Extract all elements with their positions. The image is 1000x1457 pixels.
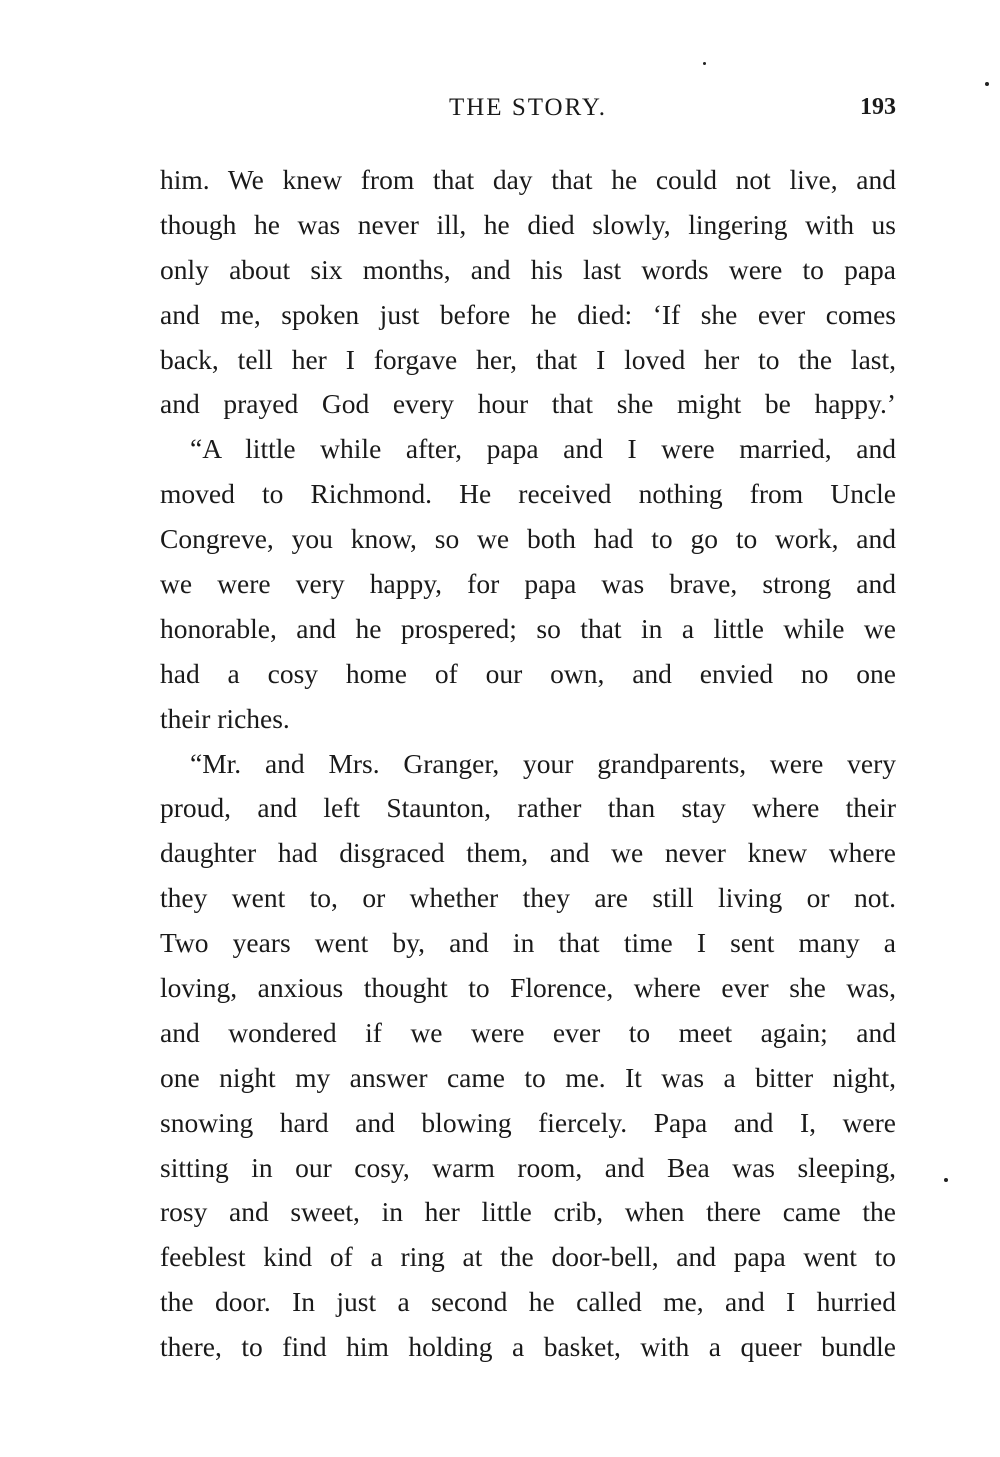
- running-head: [160, 88, 896, 128]
- text-line: rosy and sweet, in her little crib, when there came the: [160, 1196, 896, 1228]
- ink-speck: [944, 1178, 948, 1182]
- text-line: and prayed God every hour that she might be happy.’: [160, 388, 896, 420]
- text-line: loving, anxious thought to Florence, where ever she was,: [160, 972, 896, 1004]
- ink-speck: [985, 82, 989, 86]
- ink-speck: [703, 62, 706, 65]
- text-line: Two years went by, and in that time I sent many a: [160, 927, 896, 959]
- text-line: and wondered if we were ever to meet again; and: [160, 1016, 896, 1048]
- page-number: 193: [860, 94, 896, 120]
- text-line: Congreve, you know, so we both had to go to work, and: [160, 523, 896, 555]
- text-line: there, to find him holding a basket, with a queer bundle: [160, 1331, 896, 1363]
- text-line: him. We knew from that day that he could not live, and: [160, 164, 896, 195]
- text-line: “Mr. and Mrs. Granger, your grandparents, were very: [190, 747, 896, 779]
- text-line: and me, spoken just before he died: ‘If she ever comes: [160, 298, 896, 330]
- text-line: sitting in our cosy, warm room, and Bea was sleeping,: [160, 1151, 896, 1183]
- text-line: the door. In just a second he called me, and I hurried: [160, 1286, 896, 1318]
- text-line: they went to, or whether they are still living or not.: [160, 882, 896, 914]
- text-line: we were very happy, for papa was brave, strong and: [160, 568, 896, 600]
- text-line: though he was never ill, he died slowly, lingering with us: [160, 208, 896, 240]
- text-line: one night my answer came to me. It was a bitter night,: [160, 1061, 896, 1093]
- text-line: their riches.: [160, 702, 290, 734]
- text-line: moved to Richmond. He received nothing from Uncle: [160, 478, 896, 510]
- text-line: proud, and left Staunton, rather than stay where their: [160, 792, 896, 824]
- text-line: “A little while after, papa and I were married, and: [190, 433, 896, 465]
- text-line: daughter had disgraced them, and we never knew where: [160, 837, 896, 869]
- body-text: [160, 158, 896, 1370]
- text-line: had a cosy home of our own, and envied no one: [160, 657, 896, 689]
- text-line: back, tell her I forgave her, that I loved her to the last,: [160, 343, 896, 375]
- text-line: feeblest kind of a ring at the door-bell, and papa went to: [160, 1241, 896, 1273]
- text-line: snowing hard and blowing fiercely. Papa and I, were: [160, 1106, 896, 1138]
- text-line: honorable, and he prospered; so that in a little while we: [160, 612, 896, 644]
- running-head-title: THE STORY.: [448, 94, 607, 121]
- text-line: only about six months, and his last words were to papa: [160, 253, 896, 285]
